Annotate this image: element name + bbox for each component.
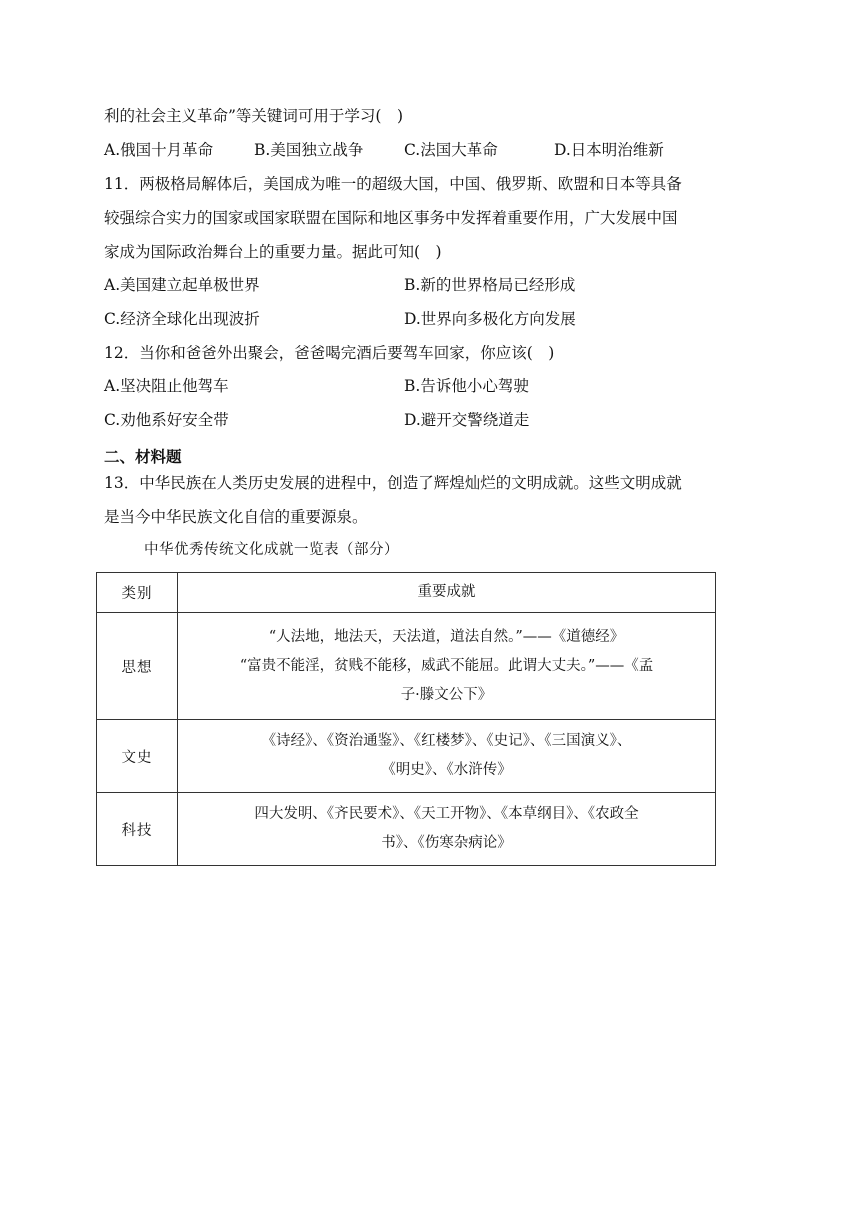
table-caption: 中华优秀传统文化成就一览表（部分） xyxy=(144,542,399,558)
q12-option-b[interactable]: B.告诉他小心驾驶 xyxy=(404,377,529,395)
section-heading: 二、材料题 xyxy=(104,448,182,466)
q12-option-a[interactable]: A.坚决阻止他驾车 xyxy=(104,377,229,395)
table-row xyxy=(97,720,716,793)
q11-stem-line-2: 较强综合实力的国家或国家联盟在国际和地区事务中发挥着重要作用，广大发展中国 xyxy=(104,209,678,227)
q11-stem-line-3: 家成为国际政治舞台上的重要力量。据此可知( ) xyxy=(104,243,442,261)
table-cell-category: 思想 xyxy=(97,613,178,720)
q11-stem-line-1: 11．两极格局解体后，美国成为唯一的超级大国，中国、俄罗斯、欧盟和日本等具备 xyxy=(104,175,682,193)
q10-option-c[interactable]: C.法国大革命 xyxy=(404,141,498,159)
table-row xyxy=(97,793,716,866)
q12-stem: 12．当你和爸爸外出聚会，爸爸喝完酒后要驾车回家，你应该( ) xyxy=(104,344,555,362)
q11-option-c[interactable]: C.经济全球化出现波折 xyxy=(104,310,260,328)
achievement-line: 四大发明、《齐民要术》、《天工开物》、《本草纲目》、《农政全 xyxy=(254,806,639,822)
table-cell-achievements xyxy=(178,613,716,720)
table-cell-achievements xyxy=(178,793,716,866)
table-header-row xyxy=(97,573,716,613)
table-header-achievements: 重要成就 xyxy=(178,573,716,613)
table-cell-achievements xyxy=(178,720,716,793)
achievement-line: 书》、《伤寒杂病论》 xyxy=(381,835,512,851)
q13-stem-line-2: 是当今中华民族文化自信的重要源泉。 xyxy=(104,508,368,526)
q10-stem-tail: 利的社会主义革命”等关键词可用于学习( ) xyxy=(104,107,404,125)
table-row xyxy=(97,613,716,720)
q12-option-d[interactable]: D.避开交警绕道走 xyxy=(404,411,530,429)
q13-stem-line-1: 13．中华民族在人类历史发展的进程中，创造了辉煌灿烂的文明成就。这些文明成就 xyxy=(104,474,682,492)
q10-option-b[interactable]: B.美国独立战争 xyxy=(254,141,364,159)
q10-option-d[interactable]: D.日本明治维新 xyxy=(554,141,664,159)
table-header-category: 类别 xyxy=(97,573,178,613)
achievement-line: 子·滕文公下》 xyxy=(400,686,493,703)
achievement-line: “人法地，地法天，天法道，道法自然。”——《道德经》 xyxy=(268,628,625,645)
q12-option-c[interactable]: C.劝他系好安全带 xyxy=(104,411,229,429)
q11-option-a[interactable]: A.美国建立起单极世界 xyxy=(104,276,260,294)
table-cell-category: 文史 xyxy=(97,720,178,793)
q10-option-a[interactable]: A.俄国十月革命 xyxy=(104,141,214,159)
q11-option-d[interactable]: D.世界向多极化方向发展 xyxy=(404,310,576,328)
achievement-line: 《明史》、《水浒传》 xyxy=(381,762,512,778)
achievement-line: “富贵不能淫，贫贱不能移，威武不能屈。此谓大丈夫。”——《孟 xyxy=(239,657,654,674)
achievement-line: 《诗经》、《资治通鉴》、《红楼梦》、《史记》、《三国演义》、 xyxy=(261,733,632,749)
achievements-table xyxy=(96,572,716,866)
q11-option-b[interactable]: B.新的世界格局已经形成 xyxy=(404,276,576,294)
table-cell-category: 科技 xyxy=(97,793,178,866)
